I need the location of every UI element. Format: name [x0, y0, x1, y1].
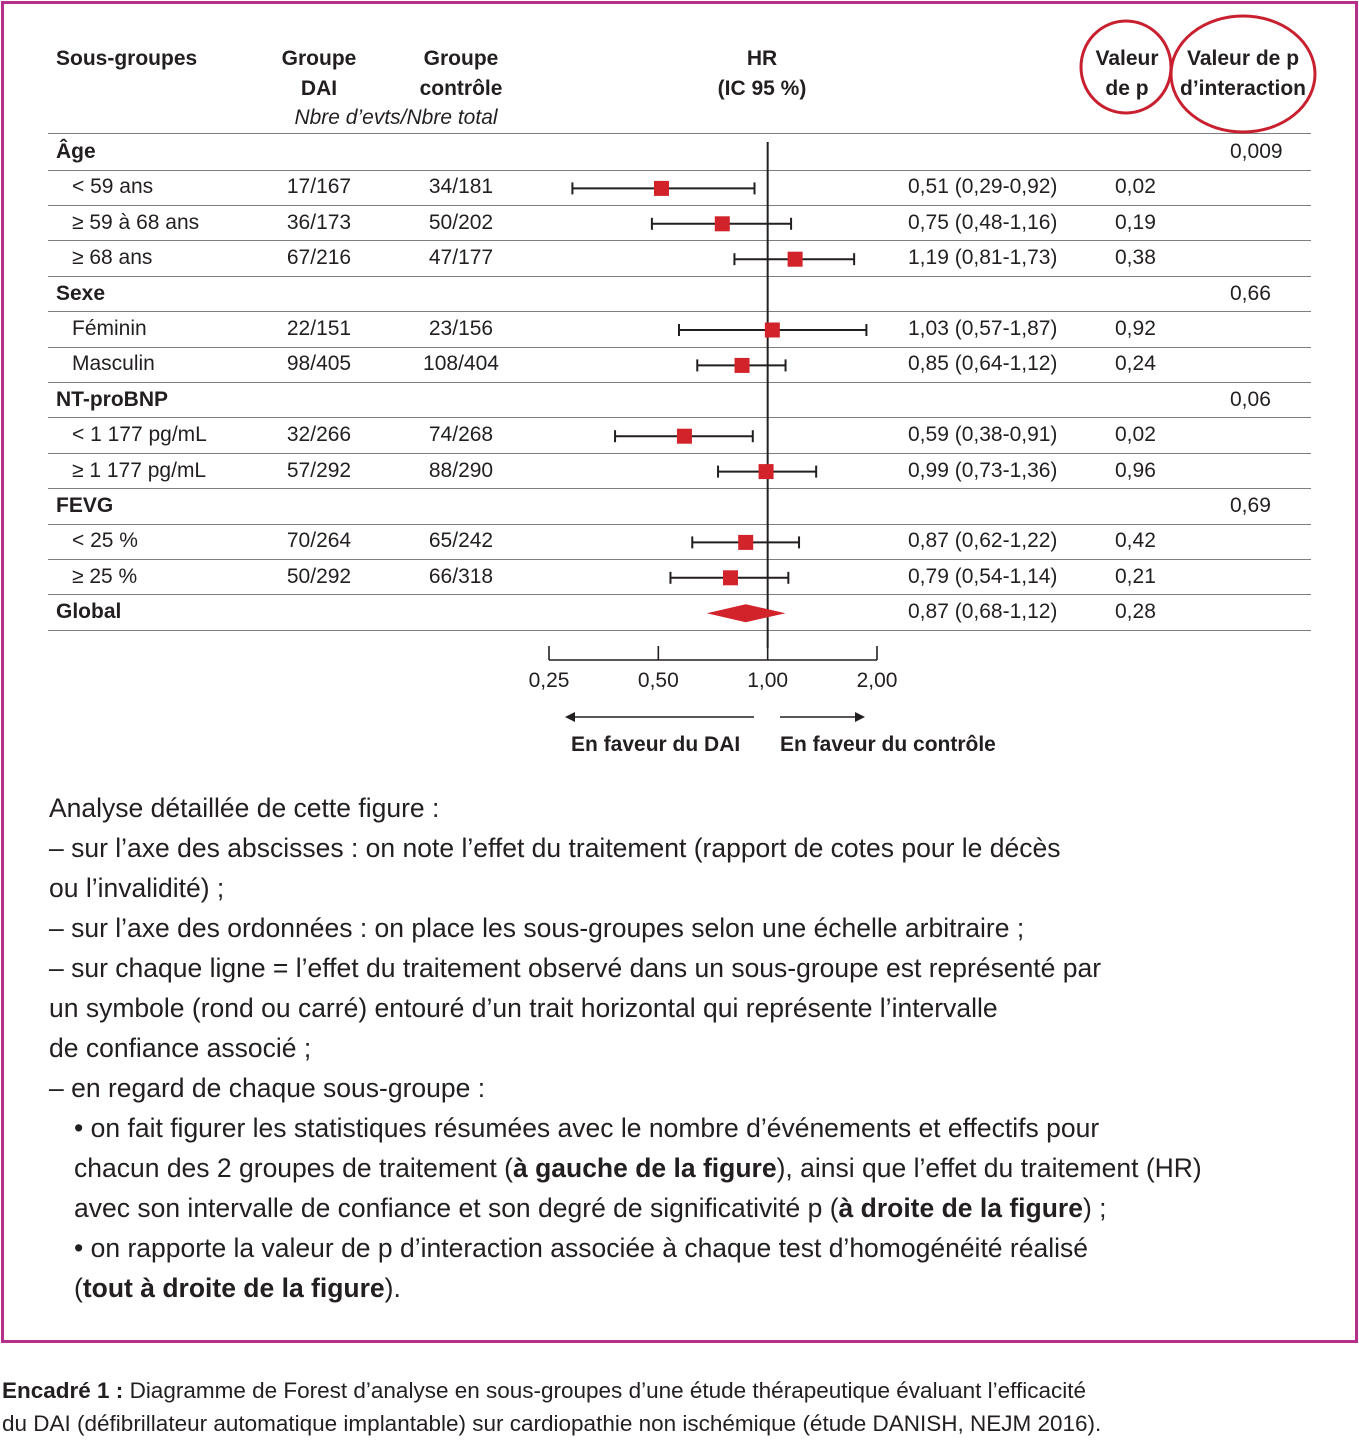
hr-ci-text: 0,59 (0,38-0,91) — [908, 423, 1058, 447]
analysis-line: – sur chaque ligne = l’effet du traitement observé dans un sous-groupe est représenté par — [49, 953, 1102, 983]
p-value: 0,42 — [1115, 529, 1156, 553]
subgroup-label: ≥ 1 177 pg/mL — [72, 458, 207, 482]
header-counts-note: Nbre d’evts/Nbre total — [294, 106, 498, 129]
subgroup-label: < 25 % — [72, 529, 138, 553]
subgroup-label: Féminin — [72, 317, 147, 340]
analysis-bullet-line: avec son intervalle de confiance et son degré de significativité p (à droite de la figure) ; — [74, 1193, 1107, 1223]
group-label: NT-proBNP — [56, 387, 168, 411]
favours-control-label: En faveur du contrôle — [780, 733, 996, 756]
favours-control-arrowhead — [855, 712, 865, 722]
hr-ci-text: 0,99 (0,73-1,36) — [908, 458, 1058, 482]
hr-point-marker — [738, 535, 753, 550]
caption-label: Encadré 1 : — [2, 1378, 124, 1403]
hr-point-marker — [788, 252, 803, 267]
subgroup-label: < 1 177 pg/mL — [72, 423, 207, 447]
analysis-title: Analyse détaillée de cette figure : — [49, 793, 440, 823]
header-pint-line2: d’interaction — [1179, 77, 1307, 100]
dai-count: 50/292 — [286, 564, 352, 588]
p-interaction-value: 0,06 — [1230, 387, 1271, 411]
x-tick-label: 0,50 — [637, 669, 679, 692]
analysis-bullet-line: (tout à droite de la figure). — [74, 1273, 401, 1303]
x-tick-label: 1,00 — [747, 669, 789, 692]
control-count: 88/290 — [428, 458, 494, 482]
analysis-line: ou l’invalidité) ; — [49, 873, 225, 903]
favours-dai-arrowhead — [565, 712, 575, 722]
p-value: 0,24 — [1115, 352, 1156, 376]
p-value-highlight-circle — [1081, 21, 1171, 113]
subgroup-label: ≥ 68 ans — [72, 246, 153, 270]
header-dai-line2: DAI — [300, 77, 338, 100]
favours-dai-label: En faveur du DAI — [571, 733, 741, 756]
header-p-line1: Valeur — [1095, 47, 1159, 70]
analysis-bullet-line: chacun des 2 groupes de traitement (à gauche de la figure), ainsi que l’effet du traitement (HR) — [74, 1153, 1202, 1183]
header-hr-line2: (IC 95 %) — [717, 77, 807, 100]
hr-ci-text: 1,19 (0,81-1,73) — [908, 246, 1058, 270]
dai-count: 36/173 — [286, 210, 352, 234]
p-value: 0,02 — [1115, 423, 1156, 447]
analysis-text — [49, 788, 1339, 1308]
hr-ci-text: 0,51 (0,29-0,92) — [908, 175, 1058, 199]
hr-point-marker — [765, 323, 780, 338]
header-ctrl-line1: Groupe — [423, 47, 499, 70]
subgroup-label: ≥ 25 % — [72, 564, 138, 588]
dai-count: 17/167 — [286, 175, 352, 199]
overall-label: Global — [56, 600, 122, 624]
dai-count: 32/266 — [286, 423, 352, 447]
p-value: 0,19 — [1115, 210, 1156, 234]
hr-point-marker — [735, 358, 750, 373]
p-value: 0,28 — [1115, 600, 1156, 624]
analysis-line: – sur l’axe des abscisses : on note l’effet du traitement (rapport de cotes pour le décès — [49, 833, 1061, 863]
dai-count: 98/405 — [286, 352, 352, 376]
p-interaction-value: 0,009 — [1230, 140, 1283, 163]
dai-count: 22/151 — [286, 317, 352, 340]
overall-diamond — [707, 604, 786, 622]
control-count: 74/268 — [428, 423, 494, 447]
hr-point-marker — [715, 216, 730, 231]
analysis-line: un symbole (rond ou carré) entouré d’un trait horizontal qui représente l’intervalle — [49, 993, 998, 1023]
p-value: 0,02 — [1115, 175, 1156, 199]
hr-ci-text: 0,85 (0,64-1,12) — [908, 352, 1058, 376]
control-count: 34/181 — [428, 175, 494, 199]
analysis-line: – sur l’axe des ordonnées : on place les sous-groupes selon une échelle arbitraire ; — [49, 913, 1025, 943]
header-dai-line1: Groupe — [281, 47, 357, 70]
dai-count: 57/292 — [286, 458, 352, 482]
figure-caption — [2, 1374, 1357, 1440]
p-interaction-value: 0,69 — [1230, 494, 1271, 517]
analysis-bullet-line: • on fait figurer les statistiques résumées avec le nombre d’événements et effectifs pour — [74, 1113, 1100, 1143]
header-p-line2: de p — [1105, 77, 1149, 100]
hr-ci-text: 0,87 (0,62-1,22) — [908, 529, 1058, 553]
p-value: 0,92 — [1115, 317, 1156, 340]
control-count: 23/156 — [428, 317, 494, 340]
hr-point-marker — [759, 464, 774, 479]
p-interaction-highlight-circle — [1171, 16, 1315, 132]
header-pint-line1: Valeur de p — [1186, 47, 1300, 70]
p-interaction-value: 0,66 — [1230, 281, 1271, 305]
caption-line: du DAI (défibrillateur automatique implantable) sur cardiopathie non ischémique (étude DANISH, NEJM 2016). — [2, 1411, 1102, 1436]
control-count: 47/177 — [428, 246, 494, 270]
x-tick-label: 0,25 — [528, 669, 570, 692]
x-tick-label: 2,00 — [856, 669, 898, 692]
hr-ci-text: 0,79 (0,54-1,14) — [908, 564, 1058, 588]
subgroup-label: < 59 ans — [72, 175, 154, 199]
analysis-line: de confiance associé ; — [49, 1033, 312, 1063]
control-count: 65/242 — [428, 529, 494, 553]
analysis-bullet-line: • on rapporte la valeur de p d’interaction associée à chaque test d’homogénéité réalisé — [74, 1233, 1088, 1263]
p-value: 0,96 — [1115, 458, 1156, 482]
p-value: 0,38 — [1115, 246, 1156, 270]
dai-count: 67/216 — [286, 246, 352, 270]
group-label: Sexe — [56, 281, 106, 305]
header-subgroups: Sous-groupes — [56, 47, 198, 70]
caption-line: Encadré 1 : Diagramme de Forest d’analyse en sous-groupes d’une étude thérapeutique évaluant l’efficacité — [2, 1378, 1086, 1403]
hr-ci-text: 1,03 (0,57-1,87) — [908, 317, 1058, 340]
group-label: FEVG — [56, 494, 114, 517]
analysis-line: – en regard de chaque sous-groupe : — [49, 1073, 486, 1103]
dai-count: 70/264 — [286, 529, 352, 553]
hr-ci-text: 0,87 (0,68-1,12) — [908, 600, 1058, 624]
header-hr-line1: HR — [746, 47, 778, 70]
control-count: 66/318 — [428, 564, 494, 588]
p-value: 0,21 — [1115, 564, 1156, 588]
hr-point-marker — [723, 570, 738, 585]
group-label: Âge — [56, 140, 96, 163]
control-count: 108/404 — [423, 352, 499, 376]
control-count: 50/202 — [428, 210, 494, 234]
hr-point-marker — [654, 181, 669, 196]
header-ctrl-line2: contrôle — [419, 77, 503, 100]
hr-point-marker — [677, 429, 692, 444]
subgroup-label: Masculin — [72, 352, 155, 376]
subgroup-label: ≥ 59 à 68 ans — [72, 210, 200, 234]
hr-ci-text: 0,75 (0,48-1,16) — [908, 210, 1058, 234]
